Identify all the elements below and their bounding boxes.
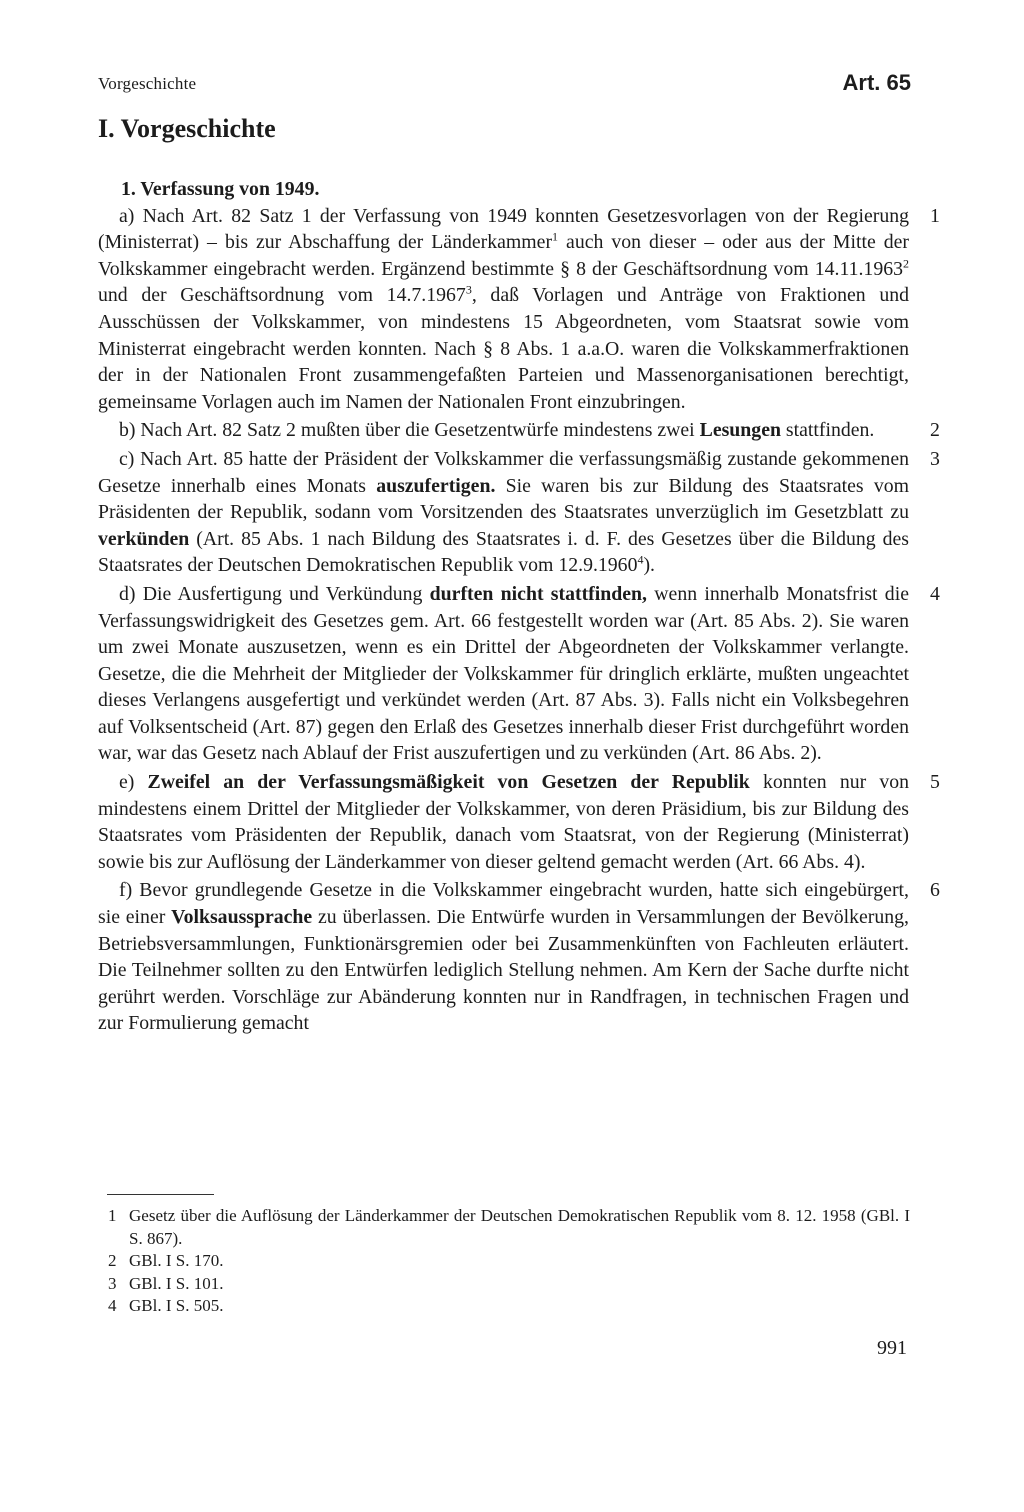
page-number: 991 (877, 1337, 907, 1359)
paragraph-1: a) Nach Art. 82 Satz 1 der Verfassung von 1949 konnten Gesetzesvorlagen von der Regierung (Ministerrat) – bis zur Abschaffung der Länderkammer$^1$ auch von dieser – oder aus der Mitte der Volkskammer eingebracht werden. Ergänzend bestimmte § 8 der Geschäftsordnung vom 14.11.1963$^2$ und der Geschäftsordnung vom 14.7.1967$^3$, daß Vorlagen und Anträge von Fraktionen und Ausschüssen der Volkskammer, von mindestens 15 Abgeordneten, vom Staatsrat sowie vom Ministerrat eingebracht werden konnten. Nach § 8 Abs. 1 a.a.O. waren die Volkskammerfraktionen der in der Nationalen Front zusammengefaßten Parteien und Massenorganisationen berechtigt, gemeinsame Vorlagen auch im Namen der Nationalen Front einzubringen. 1 (98, 204, 940, 413)
paragraph-3: c) Nach Art. 85 hatte der Präsident der Volkskammer die verfassungsmäßig zustande gekommenen Gesetze innerhalb eines Monats auszufertigen. Sie waren bis zur Bildung des Staatsrates vom Präsidenten der Republik, sodann vom Vorsitzenden des Staatsrates unverzüglich im Gesetzblatt zu verkünden (Art. 85 Abs. 1 nach Bildung des Staatsrates i. d. F. des Gesetzes über die Bildung des Staatsrates der Deutschen Demokratischen Republik vom 12.9.1960$^4$). 3 (98, 447, 940, 577)
footnote-ref-4: 4 (637, 552, 644, 567)
footnote-ref-1: 1 (552, 229, 559, 244)
paragraph-4: d) Die Ausfertigung und Verkündung durften nicht stattfinden, wenn innerhalb Monatsfrist die Verfassungswidrigkeit des Gesetzes gem. Art. 66 festgestellt worden war (Art. 85 Abs. 2). Sie waren um zwei Monate auszusetzen, wenn es ein Drittel der Abgeordneten der Volkskammer verlangte. Gesetze, die die Mehrheit der Mitglieder der Volkskammer für dringlich erklärte, mußten ungeachtet dieses Verlangens ausgefertigt und verkündet werden (Art. 87 Abs. 3). Falls nicht ein Volksbegehren auf Volksentscheid (Art. 87) gegen den Erlaß des Gesetzes innerhalb dieser Frist durchgeführt worden war, war das Gesetz nach Ablauf der Frist auszufertigen und zu verkünden (Art. 86 Abs. 2). 4 (98, 582, 940, 765)
margin-number-3: 3 (930, 447, 940, 470)
footnote-1: 1 Gesetz über die Auflösung der Länderkammer der Deutschen Demokratischen Republik vom 8. 12. 1958 (GBl. I S. 867). (108, 1206, 910, 1248)
running-head: Vorgeschichte (98, 74, 197, 93)
paragraph-2: b) Nach Art. 82 Satz 2 mußten über die Gesetzentwürfe mindestens zwei Lesungen stattfinden. 2 (98, 417, 909, 444)
margin-number-2: 2 (930, 419, 940, 442)
footnotes (108, 1205, 910, 1318)
subheading: 1. Verfassung von 1949. (121, 178, 320, 200)
footnote-divider (107, 1194, 214, 1195)
margin-number-5: 5 (930, 771, 940, 794)
margin-number-6: 6 (930, 879, 940, 902)
body-text (98, 176, 940, 1039)
footnote-2: 2 GBl. I S. 170. (108, 1251, 224, 1270)
footnote-4: 4 GBl. I S. 505. (108, 1296, 224, 1315)
margin-number-4: 4 (930, 582, 940, 605)
paragraph-5: e) Zweifel an der Verfassungsmäßigkeit von Gesetzen der Republik konnten nur von mindestens einem Drittel der Mitglieder der Volkskammer, von deren Präsidium, bis zur Bildung des Staatsrates vom Präsidenten der Republik, danach vom Staatsrat, von der Regierung (Ministerrat) sowie bis zur Auflösung der Länderkammer von dieser geltend gemacht werden (Art. 66 Abs. 4). 5 (98, 771, 940, 873)
paragraph-6: f) Bevor grundlegende Gesetze in die Volkskammer eingebracht wurden, hatte sich eingebürgert, sie einer Volksaussprache zu überlassen. Die Entwürfe wurden in Versammlungen der Bevölkerung, Betriebsversammlungen, Funktionärsgremien oder bei Zusammenkünften von Fachleuten erläutert. Die Teilnehmer sollten zu den Entwürfen lediglich Stellung nehmen. Am Kern der Sache durfte nicht gerührt werden. Vorschläge zur Abänderung konnten nur in Randfragen, in technischen Fragen und zur Formulierung gemacht 6 (98, 879, 940, 1035)
margin-number-1: 1 (930, 204, 940, 227)
section-title: I. Vorgeschichte (98, 114, 276, 143)
footnote-ref-2: 2 (903, 256, 909, 271)
footnote-3: 3 GBl. I S. 101. (108, 1273, 224, 1293)
footnote-ref-3: 3 (465, 282, 472, 297)
article-number: Art. 65 (842, 70, 911, 95)
